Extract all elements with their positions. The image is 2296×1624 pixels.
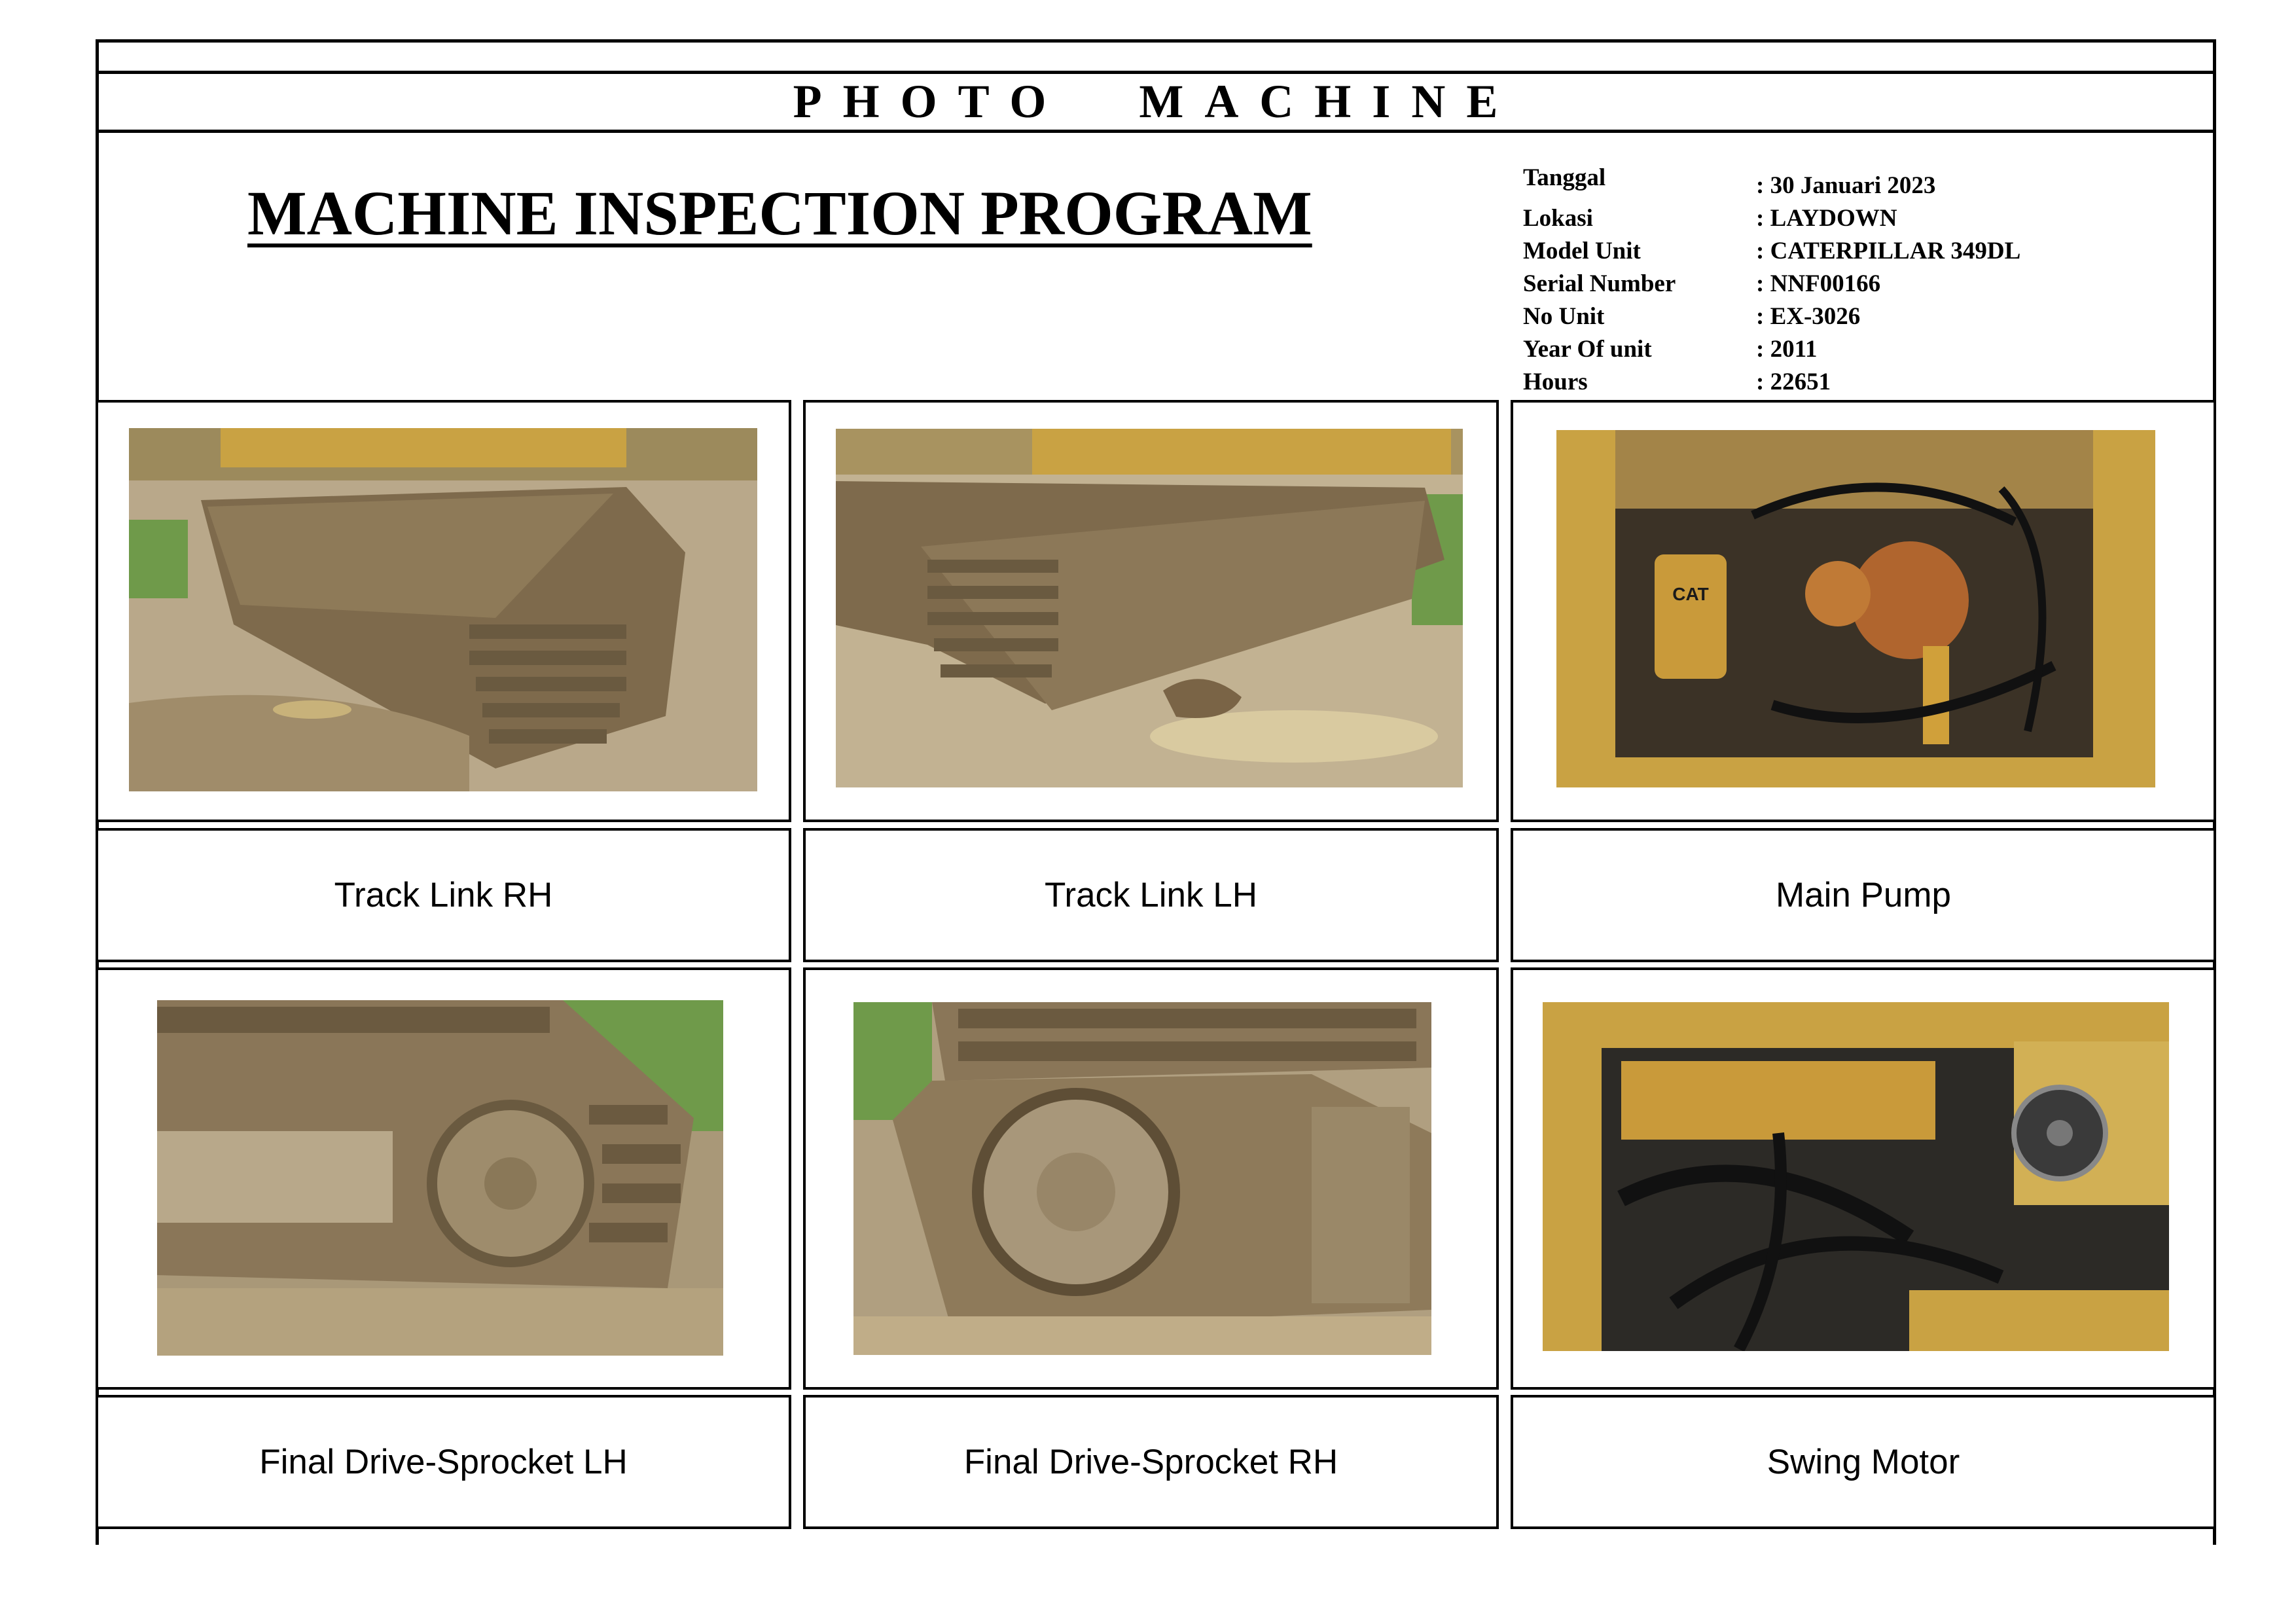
caption-cell	[1511, 1395, 2216, 1529]
info-value: : 30 Januari 2023	[1756, 172, 1936, 199]
info-label: Tanggal	[1523, 164, 1606, 191]
final-drive-lh-photo	[157, 1000, 723, 1356]
info-label: No Unit	[1523, 303, 1605, 330]
swing-motor-photo	[1543, 1002, 2169, 1351]
caption-cell	[96, 1395, 791, 1529]
svg-text:CAT: CAT	[1672, 584, 1709, 604]
info-row-unit-number	[1523, 295, 2178, 330]
info-label: Serial Number	[1523, 270, 1676, 297]
photo-caption: Track Link RH	[334, 876, 553, 914]
info-row-year	[1523, 327, 2178, 363]
caption-cell	[803, 828, 1499, 962]
info-row-model	[1523, 229, 2178, 262]
photo-caption: Swing Motor	[1767, 1443, 1960, 1481]
info-label: Year Of unit	[1523, 336, 1652, 363]
info-value: : LAYDOWN	[1756, 205, 1897, 232]
banner-bottom-rule	[96, 130, 2216, 133]
caption-cell	[1511, 828, 2216, 962]
info-label: Model Unit	[1523, 238, 1641, 264]
track-link-lh-photo	[836, 429, 1463, 787]
caption-cell	[803, 1395, 1499, 1529]
info-label: Lokasi	[1523, 205, 1593, 232]
photo-caption: Main Pump	[1775, 876, 1952, 914]
info-value: : CATERPILLAR 349DL	[1756, 238, 2021, 264]
main-pump-photo	[1556, 430, 2155, 787]
info-value: : 2011	[1756, 336, 1818, 363]
info-row-date	[1523, 164, 2178, 199]
page-title: MACHINE INSPECTION PROGRAM	[247, 178, 1312, 248]
photo-caption: Final Drive-Sprocket LH	[259, 1443, 628, 1481]
info-row-location	[1523, 196, 2178, 232]
info-row-serial	[1523, 262, 2178, 295]
machine-info	[1523, 164, 2178, 393]
info-label: Hours	[1523, 369, 1588, 395]
caption-cell	[96, 828, 791, 962]
photo-caption: Final Drive-Sprocket RH	[963, 1443, 1338, 1481]
photo-caption: Track Link LH	[1045, 876, 1257, 914]
info-value: : NNF00166	[1756, 270, 1881, 297]
info-row-hours	[1523, 360, 2178, 393]
info-value: : EX-3026	[1756, 303, 1861, 330]
page-banner: PHOTO MACHINE	[793, 75, 1519, 128]
info-value: : 22651	[1756, 369, 1831, 395]
track-link-rh-photo	[129, 428, 757, 791]
final-drive-rh-photo	[853, 1002, 1431, 1355]
